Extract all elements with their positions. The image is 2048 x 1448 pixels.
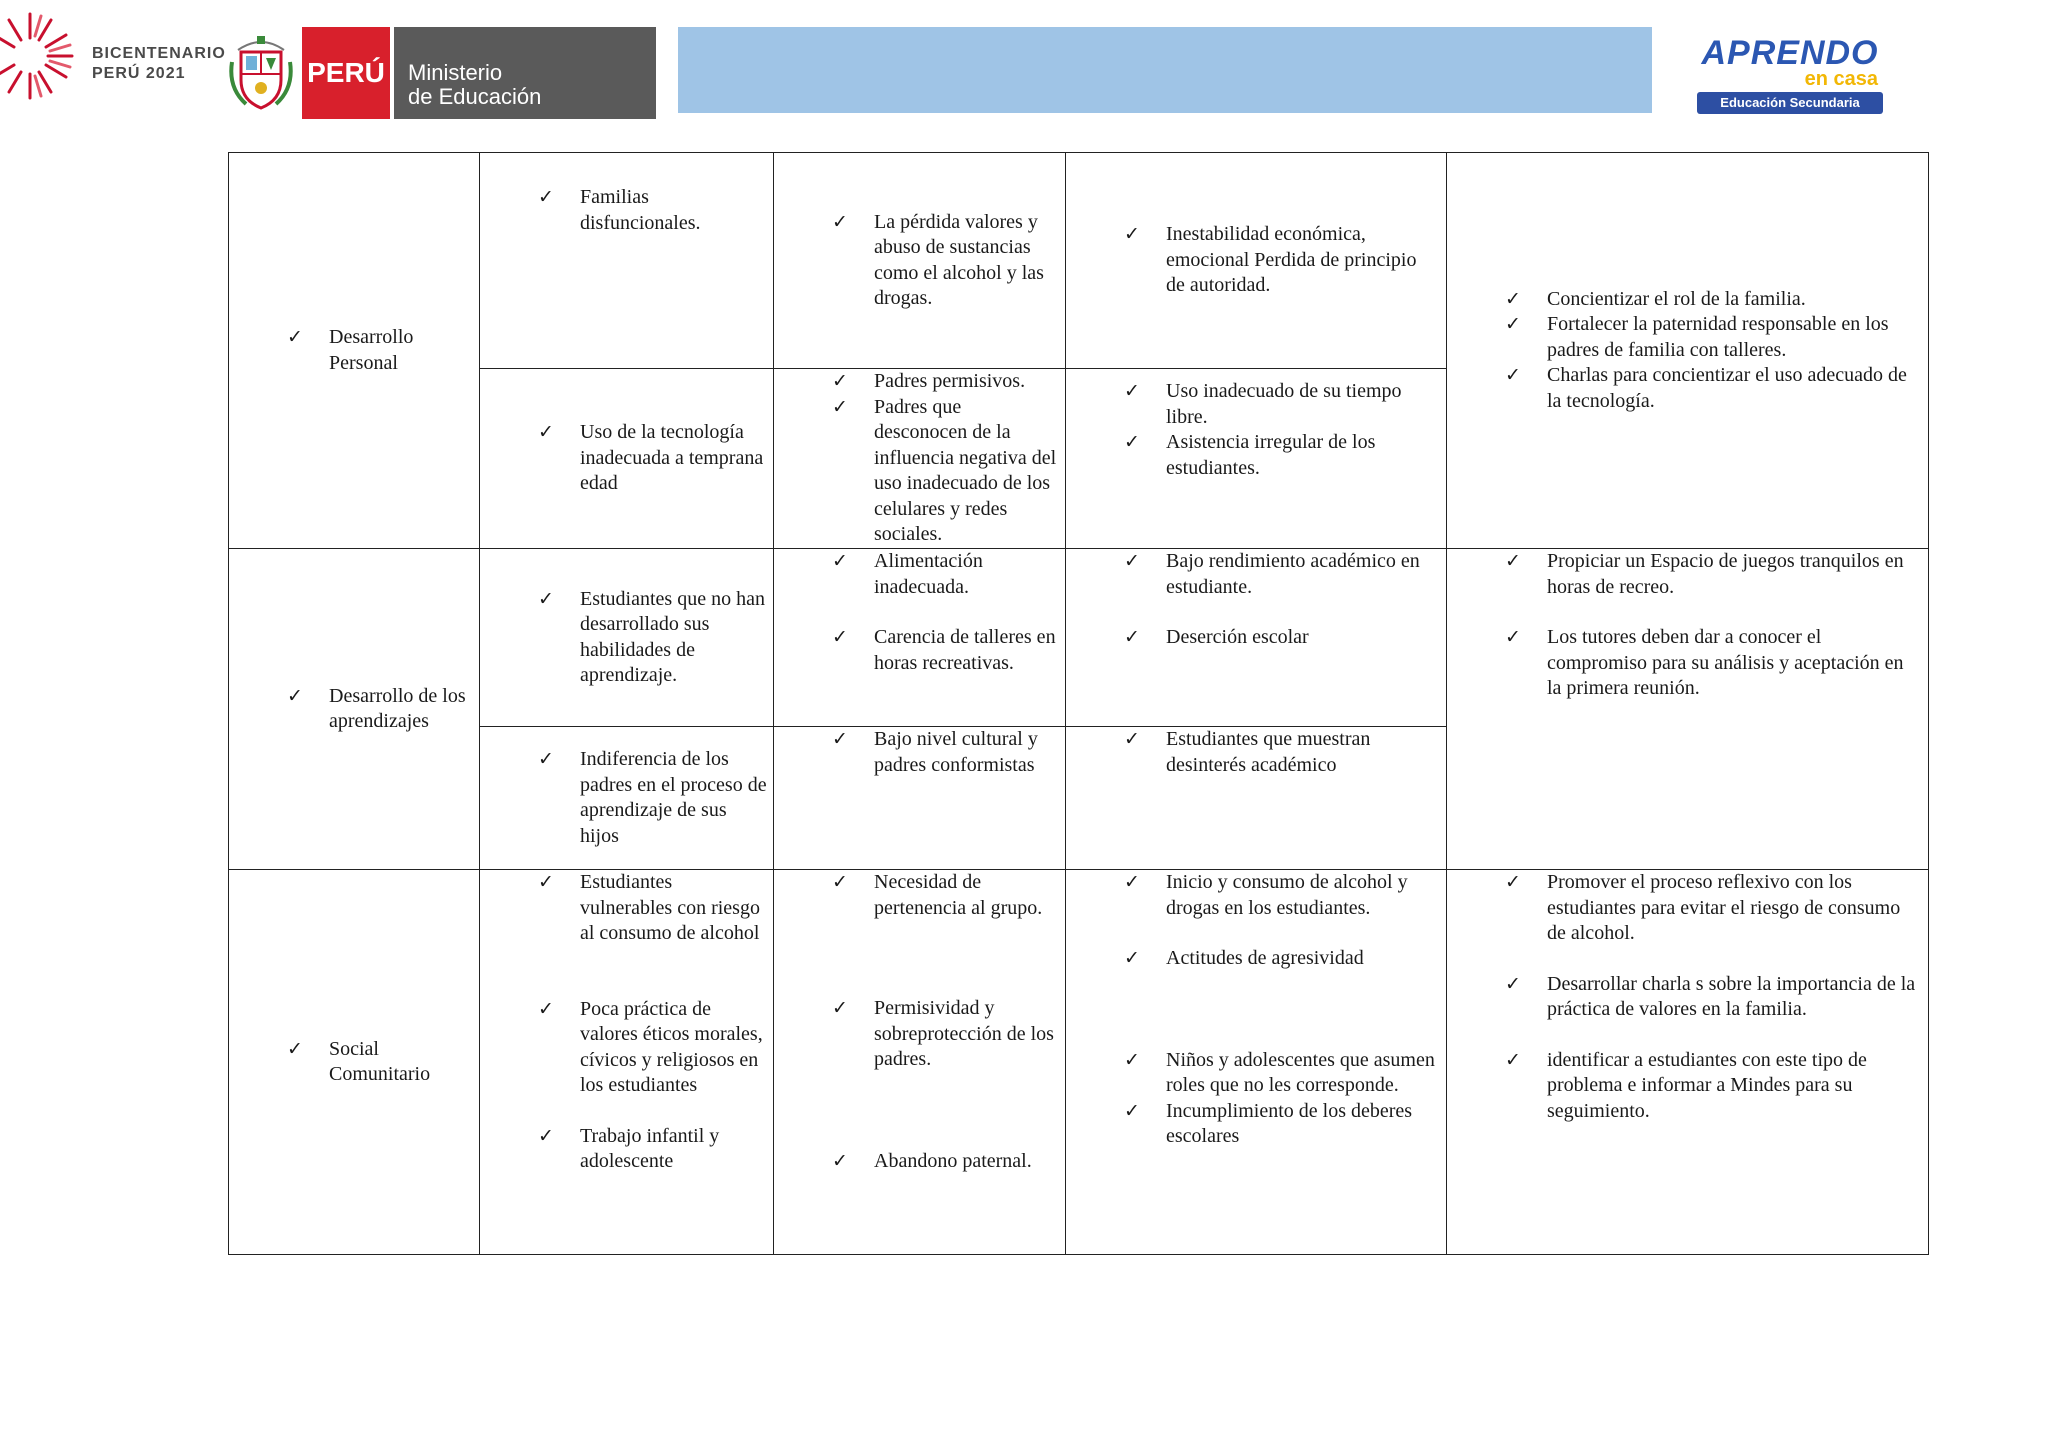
list-item: ✓ Estudiantes vulnerables con riesgo al consumo de alcohol	[480, 870, 773, 947]
table-row	[229, 870, 1929, 1255]
cause-cell	[480, 727, 774, 870]
list-item: ✓ Familias disfuncionales.	[480, 185, 773, 236]
effect-cell	[1066, 870, 1447, 1255]
peru-label: PERÚ	[302, 27, 390, 119]
cause-cell	[480, 369, 774, 549]
factor-cell	[774, 549, 1066, 727]
table-row	[229, 153, 1929, 369]
list-item: ✓ Inicio y consumo de alcohol y drogas en los estudiantes.	[1066, 870, 1446, 921]
list-item: ✓ Bajo rendimiento académico en estudiante.	[1066, 549, 1446, 600]
list-item: ✓ Charlas para concientizar el uso adecuado de la tecnología.	[1447, 363, 1928, 414]
page-header	[0, 0, 2048, 130]
list-item: ✓ Padres que desconocen de la influencia negativa del uso inadecuado de los celulares y redes sociales.	[774, 395, 1065, 548]
aprendo-title: APRENDO	[1701, 34, 1879, 72]
factor-cell	[774, 153, 1066, 369]
header-banner	[678, 27, 1652, 113]
bicentenario-text	[92, 44, 226, 84]
list-item: ✓ Inestabilidad económica, emocional Perdida de principio de autoridad.	[1066, 222, 1446, 299]
list-item: ✓ Propiciar un Espacio de juegos tranquilos en horas de recreo.	[1447, 549, 1928, 600]
list-item: ✓ Uso inadecuado de su tiempo libre.	[1066, 379, 1446, 430]
list-item: ✓ Necesidad de pertenencia al grupo.	[774, 870, 1065, 921]
factor-cell	[774, 870, 1066, 1255]
ministry-line1: Ministerio	[408, 60, 503, 85]
ministry-label	[394, 27, 656, 119]
action-cell	[1447, 870, 1929, 1255]
dimension-cell	[229, 153, 480, 549]
table-row	[229, 549, 1929, 727]
effect-cell	[1066, 727, 1447, 870]
dimension-label: ✓ Desarrollo de los aprendizajes	[229, 684, 479, 735]
list-item: ✓ Promover el proceso reflexivo con los estudiantes para evitar el riesgo de consumo de alcohol.	[1447, 870, 1928, 947]
aprendo-en-casa-logo	[1690, 36, 1890, 116]
list-item: ✓ Los tutores deben dar a conocer el compromiso para su análisis y aceptación en la primera reunión.	[1447, 625, 1928, 702]
list-item: ✓ Niños y adolescentes que asumen roles que no les corresponde.	[1066, 1048, 1446, 1099]
list-item: ✓ Asistencia irregular de los estudiantes.	[1066, 430, 1446, 481]
list-item: ✓ Desarrollar charla s sobre la importancia de la práctica de valores en la familia.	[1447, 972, 1928, 1023]
aprendo-sub: en casa	[1804, 68, 1878, 90]
effect-cell	[1066, 369, 1447, 549]
list-item: ✓ Estudiantes que muestran desinterés académico	[1066, 727, 1446, 778]
diagnosis-table	[228, 152, 1929, 1255]
factor-cell	[774, 369, 1066, 549]
dimension-cell	[229, 549, 480, 870]
list-item: ✓ Padres permisivos.	[774, 369, 1065, 395]
bicentenario-sun-icon	[0, 6, 76, 106]
effect-cell	[1066, 153, 1447, 369]
dimension-label: ✓ Desarrollo Personal	[229, 325, 479, 376]
list-item: ✓ Concientizar el rol de la familia.	[1447, 287, 1928, 313]
list-item: ✓ Abandono paternal.	[774, 1149, 1065, 1175]
list-item: ✓ Deserción escolar	[1066, 625, 1446, 651]
list-item: ✓ Trabajo infantil y adolescente	[480, 1124, 773, 1175]
list-item: ✓ Estudiantes que no han desarrollado sus habilidades de aprendizaje.	[480, 587, 773, 689]
list-item: ✓ identificar a estudiantes con este tipo de problema e informar a Mindes para su seguimiento.	[1447, 1048, 1928, 1125]
dimension-cell	[229, 870, 480, 1255]
effect-cell	[1066, 549, 1447, 727]
diagnosis-table-wrapper	[228, 152, 1929, 1255]
list-item: ✓ Incumplimiento de los deberes escolares	[1066, 1099, 1446, 1150]
cause-cell	[480, 153, 774, 369]
factor-cell	[774, 727, 1066, 870]
action-cell	[1447, 549, 1929, 870]
aprendo-band: Educación Secundaria	[1697, 92, 1883, 114]
peru-coat-of-arms-icon	[226, 32, 296, 112]
list-item: ✓ Bajo nivel cultural y padres conformistas	[774, 727, 1065, 778]
list-item: ✓ Indiferencia de los padres en el proceso de aprendizaje de sus hijos	[480, 747, 773, 849]
list-item: ✓ Fortalecer la paternidad responsable en los padres de familia con talleres.	[1447, 312, 1928, 363]
list-item: ✓ Alimentación inadecuada.	[774, 549, 1065, 600]
list-item: ✓ Carencia de talleres en horas recreativas.	[774, 625, 1065, 676]
action-cell	[1447, 153, 1929, 549]
list-item: ✓ La pérdida valores y abuso de sustancias como el alcohol y las drogas.	[774, 210, 1065, 312]
list-item: ✓ Actitudes de agresividad	[1066, 946, 1446, 972]
cause-cell	[480, 870, 774, 1255]
list-item: ✓ Permisividad y sobreprotección de los padres.	[774, 996, 1065, 1073]
list-item: ✓ Uso de la tecnología inadecuada a temprana edad	[480, 420, 773, 497]
bicentenario-logo	[0, 6, 230, 106]
bicentenario-line2: PERÚ 2021	[92, 65, 186, 82]
bicentenario-line1: BICENTENARIO	[92, 45, 226, 62]
ministry-line2: de Educación	[408, 84, 542, 109]
cause-cell	[480, 549, 774, 727]
list-item: ✓ Poca práctica de valores éticos morales, cívicos y religiosos en los estudiantes	[480, 997, 773, 1099]
dimension-label: ✓ Social Comunitario	[229, 1037, 479, 1088]
